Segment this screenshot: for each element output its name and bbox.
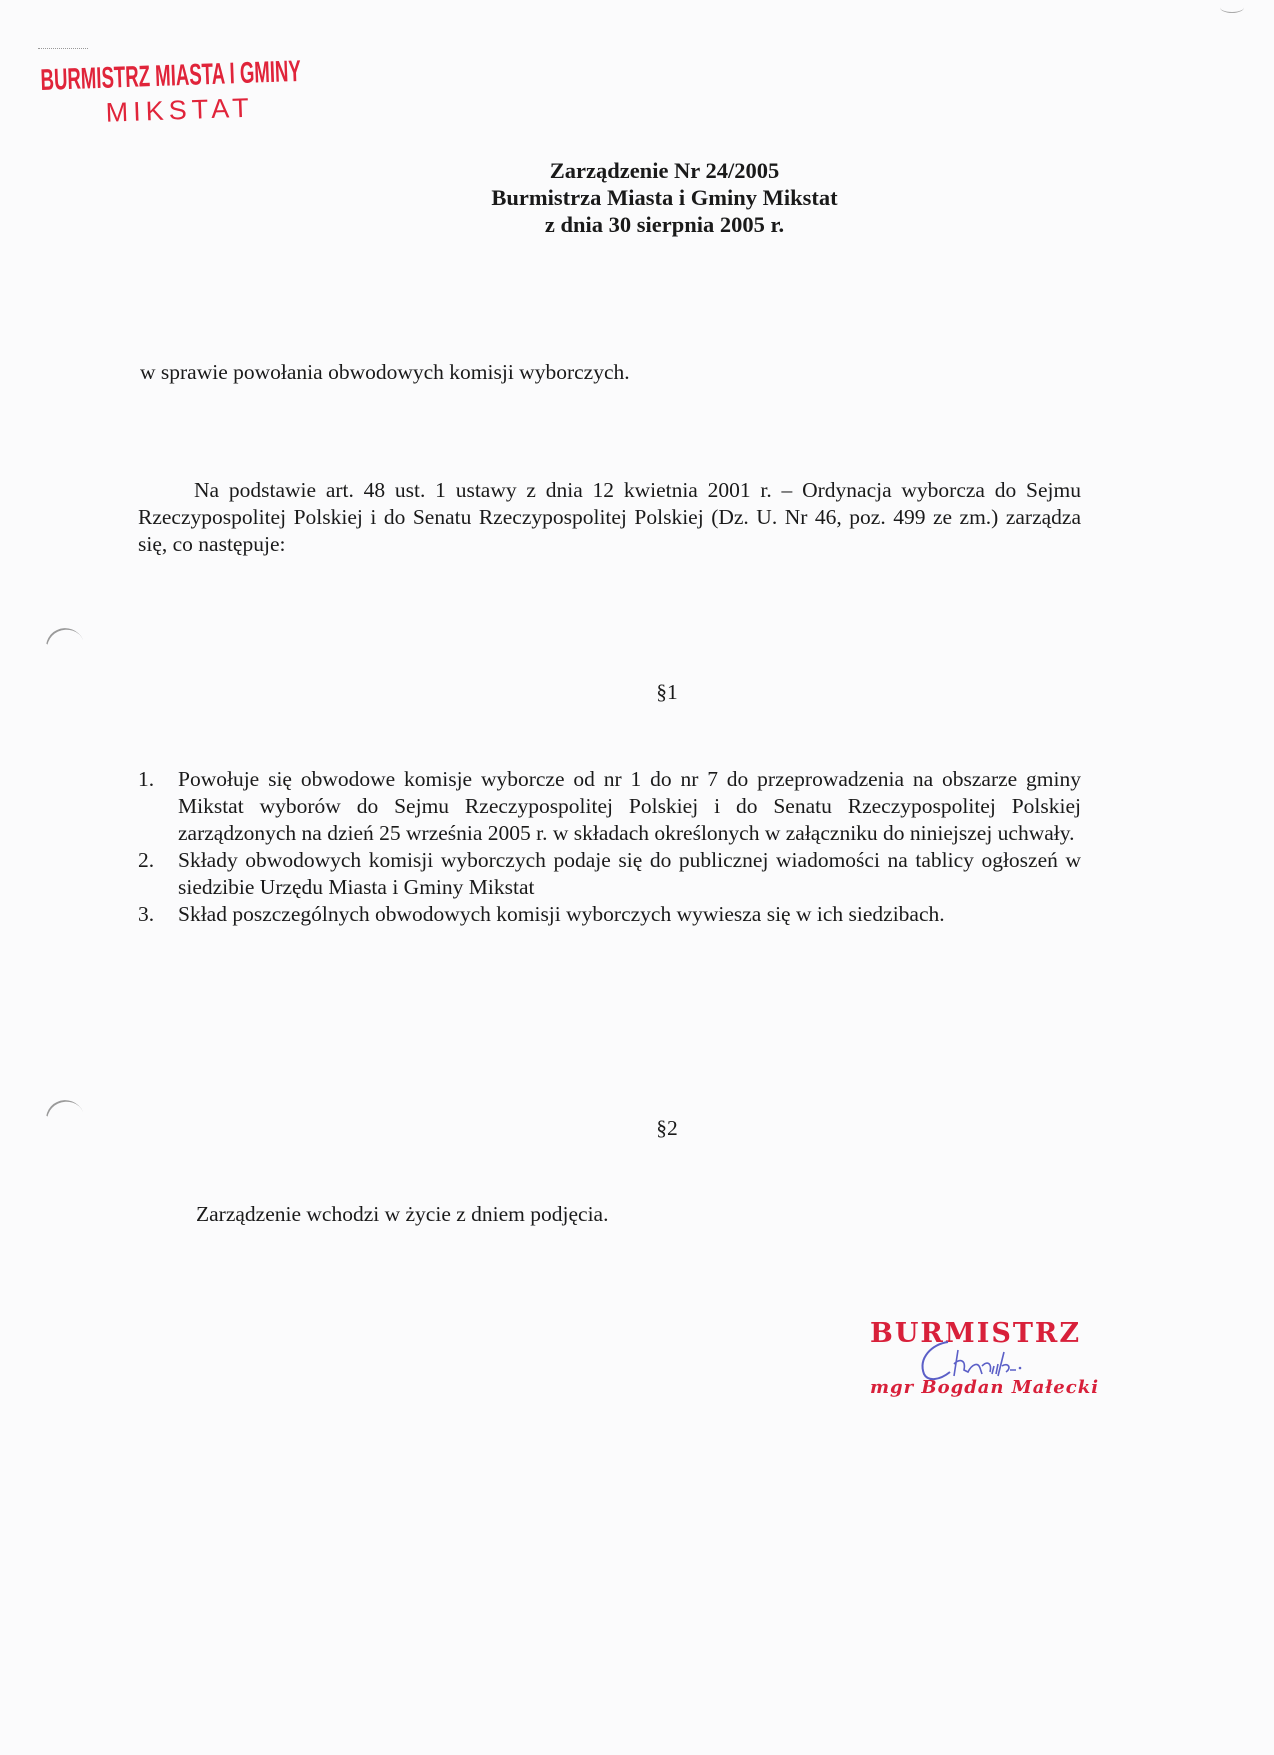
scan-artifact xyxy=(1220,2,1244,13)
signature-stamp xyxy=(870,1318,1100,1418)
document-subject: w sprawie powołania obwodowych komisji wyborczych. xyxy=(140,360,630,384)
preamble-paragraph xyxy=(138,477,1081,558)
list-item xyxy=(138,766,1081,847)
document-header xyxy=(0,157,1274,238)
punch-hole-mark xyxy=(39,622,91,675)
signature-title: BURMISTRZ xyxy=(870,1318,1082,1349)
list-item-number: 1. xyxy=(138,767,155,791)
list-item xyxy=(138,901,1081,928)
section-1-list xyxy=(138,766,1081,928)
scan-artifact xyxy=(38,48,88,50)
document-date: z dnia 30 sierpnia 2005 r. xyxy=(544,212,785,237)
document-title: Zarządzenie Nr 24/2005 xyxy=(549,158,780,183)
list-item xyxy=(138,847,1081,901)
signatory-name: mgr Bogdan Małecki xyxy=(870,1377,1100,1398)
list-item-number: 3. xyxy=(138,902,155,926)
list-item-text: Skład poszczególnych obwodowych komisji wyborczych wywiesza się w ich siedzibach. xyxy=(178,902,945,926)
preamble-text: Na podstawie art. 48 ust. 1 ustawy z dnia 12 kwietnia 2001 r. – Ordynacja wyborcza do Sejmu Rzeczypospolitej Polskiej i do Senatu Rzeczypospolitej Polskiej (Dz. U. Nr 46, poz. 499 ze zm.) zarządza się, co następuje: xyxy=(138,478,1081,556)
list-item-number: 2. xyxy=(138,848,155,872)
document-issuer: Burmistrza Miasta i Gminy Mikstat xyxy=(491,185,838,210)
stamp-line: BURMISTRZ MIASTA I GMINY xyxy=(40,54,302,97)
list-item-text: Powołuje się obwodowe komisje wyborcze od nr 1 do nr 7 do przeprowadzenia na obszarze gminy Mikstat wyborów do Sejmu Rzeczypospolitej Polskiej i do Senatu Rzeczypospolitej Polskiej zarządzonych na dzień 25 września 2005 r. w składach określonych w załączniku do niniejszej uchwały. xyxy=(178,767,1081,845)
section-2-text: Zarządzenie wchodzi w życie z dniem podjęcia. xyxy=(196,1202,609,1226)
stamp-line: MIKSTAT xyxy=(105,92,255,128)
list-item-text: Składy obwodowych komisji wyborczych podaje się do publicznej wiadomości na tablicy ogłoszeń w siedzibie Urzędu Miasta i Gminy Mikstat xyxy=(178,848,1081,899)
section-1-heading: §1 xyxy=(656,680,678,704)
office-stamp xyxy=(40,49,462,130)
section-2-heading: §2 xyxy=(656,1116,678,1140)
